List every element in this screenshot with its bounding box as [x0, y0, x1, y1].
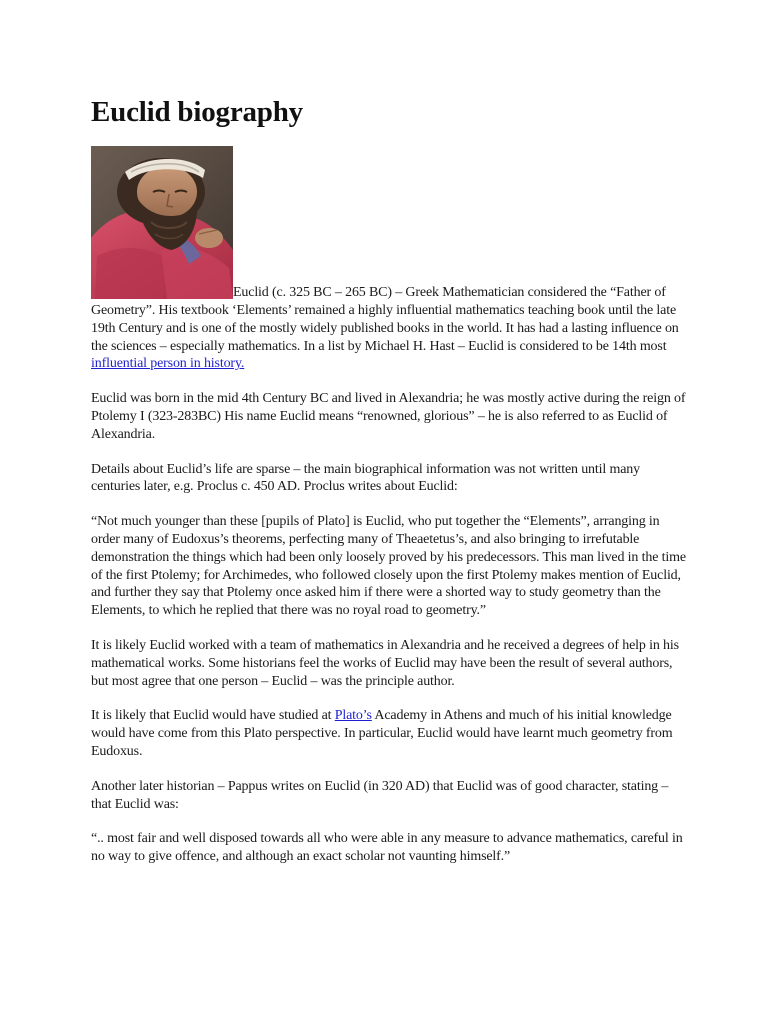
- euclid-portrait-icon: [91, 146, 233, 299]
- proclus-quote: “Not much younger than these [pupils of Plato] is Euclid, who put together the “Elements”, arranging in order many of Eudoxus’s theorems, perfecting many of Theaetetus’s, and also bringing to irrefutable demonstration the things which had been only loosely proved by his predecessors. This man lived in the time of the first Ptolemy; for Archimedes, who followed closely upon the first Ptolemy makes mention of Euclid, and further they say that Ptolemy once asked him if there were a shorted way to study geometry than the Elements, to which he replied that there was no royal road to geometry.”: [91, 514, 686, 619]
- birth-paragraph: Euclid was born in the mid 4th Century BC and lived in Alexandria; he was mostly active during the reign of Ptolemy I (323-283BC) His name Euclid means “renowned, glorious” – he is also referred to as Euclid of Alexandria.: [91, 391, 686, 442]
- plato-link[interactable]: Plato’s: [334, 708, 372, 724]
- intro-paragraph: [91, 146, 691, 373]
- plato-text-after: Academy in Athens and much of his initial knowledge would have come from this Plato perspective. In particular, Euclid would have learnt much geometry from Eudoxus.: [91, 708, 673, 759]
- plato-text-before: It is likely that Euclid would have studied at: [91, 708, 335, 724]
- page-title: Euclid biography: [91, 96, 303, 128]
- document-page: [91, 93, 691, 883]
- pappus-paragraph: Another later historian – Pappus writes on Euclid (in 320 AD) that Euclid was of good character, stating – that Euclid was:: [91, 778, 669, 812]
- pappus-quote: “.. most fair and well disposed towards all who were able in any measure to advance mathematics, careful in no way to give offence, and although an exact scholar not vaunting himself.”: [91, 831, 683, 865]
- influential-person-link[interactable]: influential person in history.: [91, 356, 245, 372]
- team-paragraph: It is likely Euclid worked with a team of mathematics in Alexandria and he received a degrees of help in his mathematical works. Some historians feel the works of Euclid may have been the result of several authors, but most agree that one person – Euclid – was the principle author.: [91, 637, 679, 689]
- plato-paragraph: [91, 707, 691, 760]
- sources-paragraph: Details about Euclid’s life are sparse – the main biographical information was not written until many centuries later, e.g. Proclus c. 450 AD. Proclus writes about Euclid:: [91, 461, 640, 495]
- intro-text: Euclid (c. 325 BC – 265 BC) – Greek Mathematician considered the “Father of Geometry”. His textbook ‘Elements’ remained a highly influential mathematics teaching book until the late 19th Century and is one of the mostly widely published books in the world. It has had a lasting influence on the sciences – especially mathematics. In a list by Michael H. Hast – Euclid is considered to be 14th most: [91, 285, 679, 354]
